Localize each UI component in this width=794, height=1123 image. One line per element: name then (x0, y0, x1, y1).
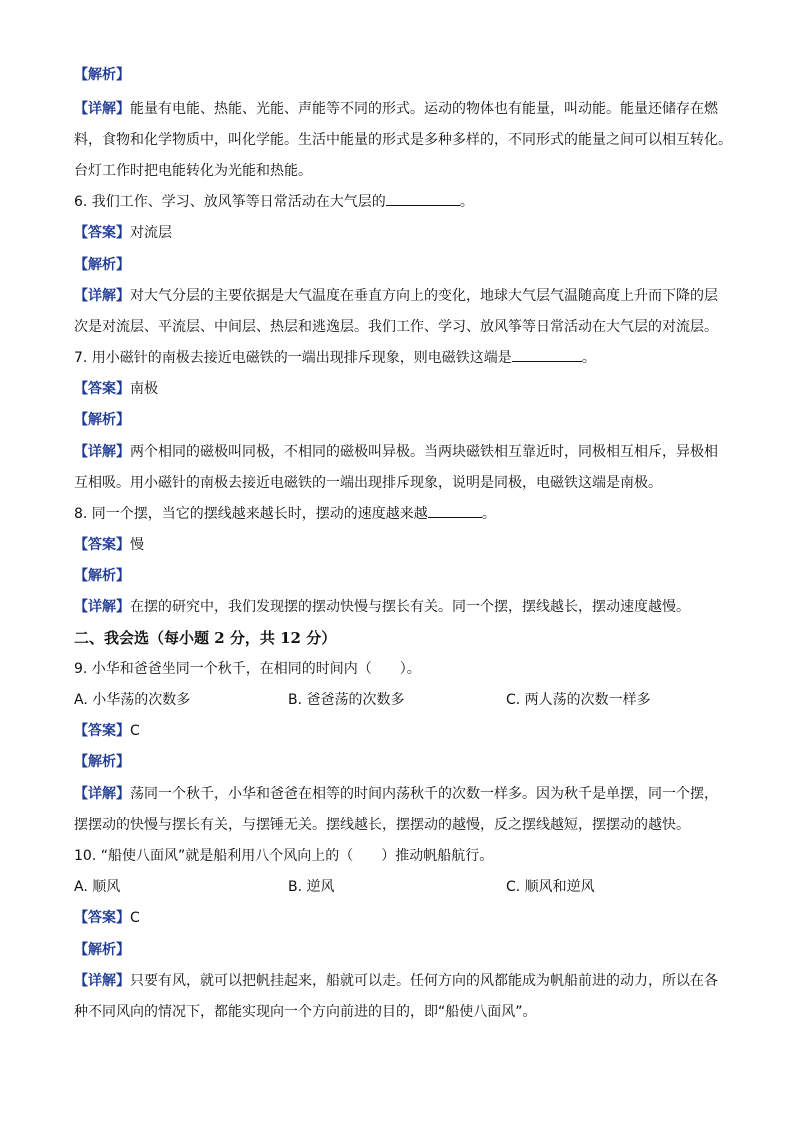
detail-paragraph (74, 785, 718, 803)
tag: 【详解】 (74, 786, 130, 802)
answer-line (74, 380, 158, 398)
detail-paragraph-cont (74, 162, 312, 180)
detail-text: 次是对流层、平流层、中间层、热层和逃逸层。我们工作、学习、放风筝等日常活动在大气层的对流层。 (74, 319, 718, 335)
tag: 【答案】 (74, 381, 130, 397)
tag: 【答案】 (74, 225, 130, 241)
detail-text: 互相吸。用小磁针的南极去接近电磁铁的一端出现排斥现象，说明是同极，电磁铁这端是南极。 (74, 475, 662, 491)
question-stem: 8. 同一个摆，当它的摆线越来越长时，摆动的速度越来越 (74, 506, 428, 522)
answer-text: 南极 (130, 381, 158, 397)
detail-text: 能量有电能、热能、光能、声能等不同的形式。运动的物体也有能量，叫动能。能量还储存在燃 (130, 101, 718, 117)
option-c: C. 顺风和逆风 (506, 879, 595, 895)
tag: 【解析】 (74, 257, 130, 273)
answer-line (74, 224, 172, 242)
detail-text: 在摆的研究中，我们发现摆的摆动快慢与摆长有关。同一个摆，摆线越长，摆动速度越慢。 (130, 599, 690, 615)
answer-text: C (130, 723, 140, 739)
tag: 【详解】 (74, 973, 130, 989)
tag: 【答案】 (74, 723, 130, 739)
detail-text: 荡同一个秋千，小华和爸爸在相等的时间内荡秋千的次数一样多。因为秋千是单摆，同一个摆， (130, 786, 718, 802)
answer-text: C (130, 910, 140, 926)
tag: 【解析】 (74, 942, 130, 958)
detail-paragraph (74, 100, 718, 118)
tag: 【详解】 (74, 599, 130, 615)
detail-paragraph-cont (74, 1003, 537, 1021)
detail-text: 台灯工作时把电能转化为光能和热能。 (74, 163, 312, 179)
detail-paragraph (74, 287, 718, 305)
tag: 【详解】 (74, 288, 130, 304)
analysis-label (74, 941, 130, 959)
tag: 【答案】 (74, 910, 130, 926)
detail-paragraph-cont (74, 816, 690, 834)
question-stem: 7. 用小磁针的南极去接近电磁铁的一端出现排斥现象，则电磁铁这端是 (74, 350, 512, 366)
question-8 (74, 505, 496, 523)
question-end: 。 (581, 350, 596, 366)
option-c: C. 两人荡的次数一样多 (506, 692, 651, 708)
detail-paragraph-cont (74, 474, 662, 492)
detail-text: 料，食物和化学物质中，叫化学能。生活中能量的形式是多种多样的，不同形式的能量之间可以相互转化。 (74, 132, 732, 148)
tag: 【答案】 (74, 537, 130, 553)
tag: 【解析】 (74, 412, 130, 428)
detail-paragraph (74, 443, 718, 461)
answer-blank (428, 505, 482, 518)
question-10: 10. “船使八面风”就是船利用八个风向上的（ ）推动帆船航行。 (74, 848, 494, 864)
answer-blank (512, 349, 582, 362)
question-stem: 6. 我们工作、学习、放风筝等日常活动在大气层的 (74, 194, 386, 210)
option-a: A. 小华荡的次数多 (74, 692, 191, 708)
option-b: B. 逆风 (288, 879, 335, 895)
question-7 (74, 349, 596, 367)
answer-blank (386, 193, 460, 206)
answer-line (74, 722, 140, 740)
analysis-label (74, 66, 130, 84)
tag: 【解析】 (74, 754, 130, 770)
analysis-label (74, 411, 130, 429)
detail-text: 只要有风，就可以把帆挂起来，船就可以走。任何方向的风都能成为帆船前进的动力，所以在各 (130, 973, 718, 989)
detail-text: 两个相同的磁极叫同极，不相同的磁极叫异极。当两块磁铁相互靠近时，同极相互相斥，异极相 (130, 444, 718, 460)
answer-text: 慢 (130, 537, 144, 553)
detail-text: 种不同风向的情况下，都能实现向一个方向前进的目的，即“船使八面风”。 (74, 1004, 537, 1020)
analysis-label (74, 753, 130, 771)
detail-paragraph (74, 972, 718, 990)
tag: 【详解】 (74, 101, 130, 117)
question-9: 9. 小华和爸爸坐同一个秋千，在相同的时间内（ ）。 (74, 661, 421, 677)
question-end: 。 (459, 194, 474, 210)
analysis-label (74, 256, 130, 274)
tag: 【解析】 (74, 67, 130, 83)
detail-text: 摆摆动的快慢与摆长有关，与摆锤无关。摆线越长，摆摆动的越慢，反之摆线越短，摆摆动的越快。 (74, 817, 690, 833)
answer-text: 对流层 (130, 225, 172, 241)
option-b: B. 爸爸荡的次数多 (288, 692, 405, 708)
analysis-label (74, 567, 130, 585)
option-a: A. 顺风 (74, 879, 121, 895)
tag: 【详解】 (74, 444, 130, 460)
tag: 【解析】 (74, 568, 130, 584)
section-heading: 二、我会选（每小题 2 分，共 12 分） (74, 629, 337, 647)
detail-paragraph (74, 598, 690, 616)
detail-text: 对大气分层的主要依据是大气温度在垂直方向上的变化，地球大气层气温随高度上升而下降的层 (130, 288, 718, 304)
question-end: 。 (481, 506, 496, 522)
detail-paragraph-cont (74, 131, 732, 149)
question-6 (74, 193, 474, 211)
detail-paragraph-cont (74, 318, 718, 336)
answer-line (74, 909, 140, 927)
answer-line (74, 536, 144, 554)
